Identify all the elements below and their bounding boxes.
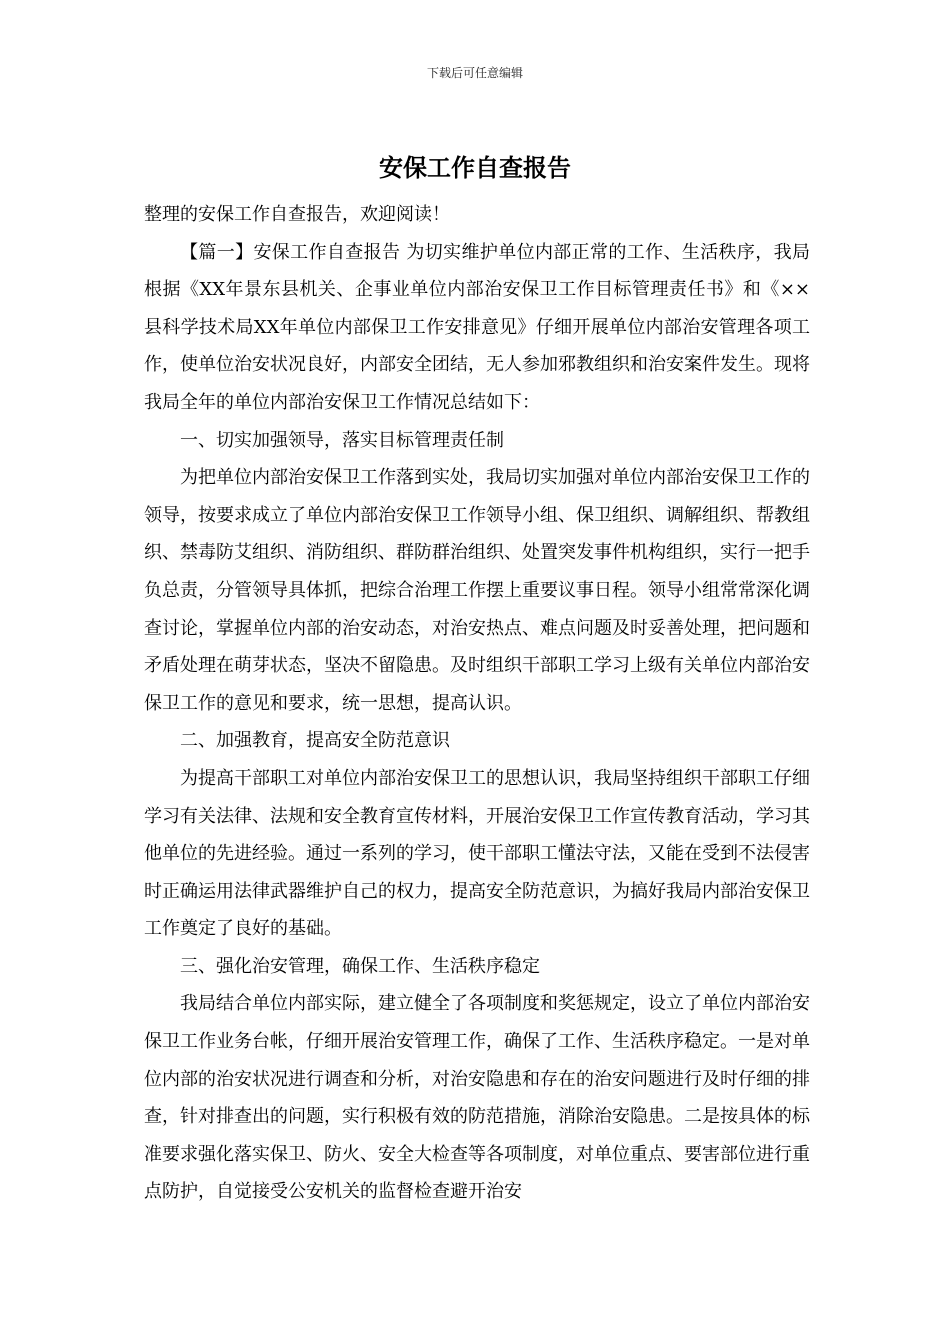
document-body — [144, 196, 810, 1211]
document-title: 安保工作自查报告 — [379, 153, 571, 182]
section-heading-1: 一、切实加强领导，落实目标管理责任制 — [180, 429, 504, 451]
body-paragraph-2: 为提高干部职工对单位内部治安保卫工的思想认识，我局坚持组织干部职工仔细学习有关法律、法规和安全教育宣传材料，开展治安保卫工作宣传教育活动，学习其他单位的先进经验。通过一系列的学习，使干部职工懂法守法，又能在受到不法侵害时正确运用法律武器维护自己的权力，提高安全防范意识，为搞好我局内部治安保卫工作奠定了良好的基础。 — [144, 767, 810, 940]
body-paragraph-1: 为把单位内部治安保卫工作落到实处，我局切实加强对单位内部治安保卫工作的领导，按要求成立了单位内部治安保卫工作领导小组、保卫组织、调解组织、帮教组织、禁毒防艾组织、消防组织、群防群治组织、处置突发事件机构组织，实行一把手负总责，分管领导具体抓，把综合治理工作摆上重要议事日程。领导小组常常深化调查讨论，掌握单位内部的治安动态，对治安热点、难点问题及时妥善处理，把问题和矛盾处理在萌芽状态，坚决不留隐患。及时组织干部职工学习上级有关单位内部治安保卫工作的意见和要求，统一思想，提高认识。 — [144, 467, 810, 714]
section-one-intro-paragraph: 【篇一】安保工作自查报告 为切实维护单位内部正常的工作、生活秩序，我局根据《XX年景东县机关、企事业单位内部治安保卫工作目标管理责任书》和《××县科学技术局XX年单位内部保卫工作安排意见》仔细开展单位内部治安管理各项工作，使单位治安状况良好，内部安全团结，无人参加邪教组织和治安案件发生。现将我局全年的单位内部治安保卫工作情况总结如下： — [144, 241, 810, 413]
body-paragraph-3: 我局结合单位内部实际，建立健全了各项制度和奖惩规定，设立了单位内部治安保卫工作业务台帐，仔细开展治安管理工作，确保了工作、生活秩序稳定。一是对单位内部的治安状况进行调查和分析，对治安隐患和存在的治安问题进行及时仔细的排查，针对排查出的问题，实行积极有效的防范措施，消除治安隐患。二是按具体的标准要求强化落实保卫、防火、安全大检查等各项制度，对单位重点、要害部位进行重点防护，自觉接受公安机关的监督检查避开治安 — [144, 993, 810, 1203]
intro-paragraph: 整理的安保工作自查报告，欢迎阅读！ — [144, 204, 450, 225]
header-note: 下载后可任意编辑 — [426, 66, 523, 80]
section-heading-3: 三、强化治安管理，确保工作、生活秩序稳定 — [180, 955, 540, 977]
section-heading-2: 二、加强教育，提高安全防范意识 — [180, 730, 450, 752]
